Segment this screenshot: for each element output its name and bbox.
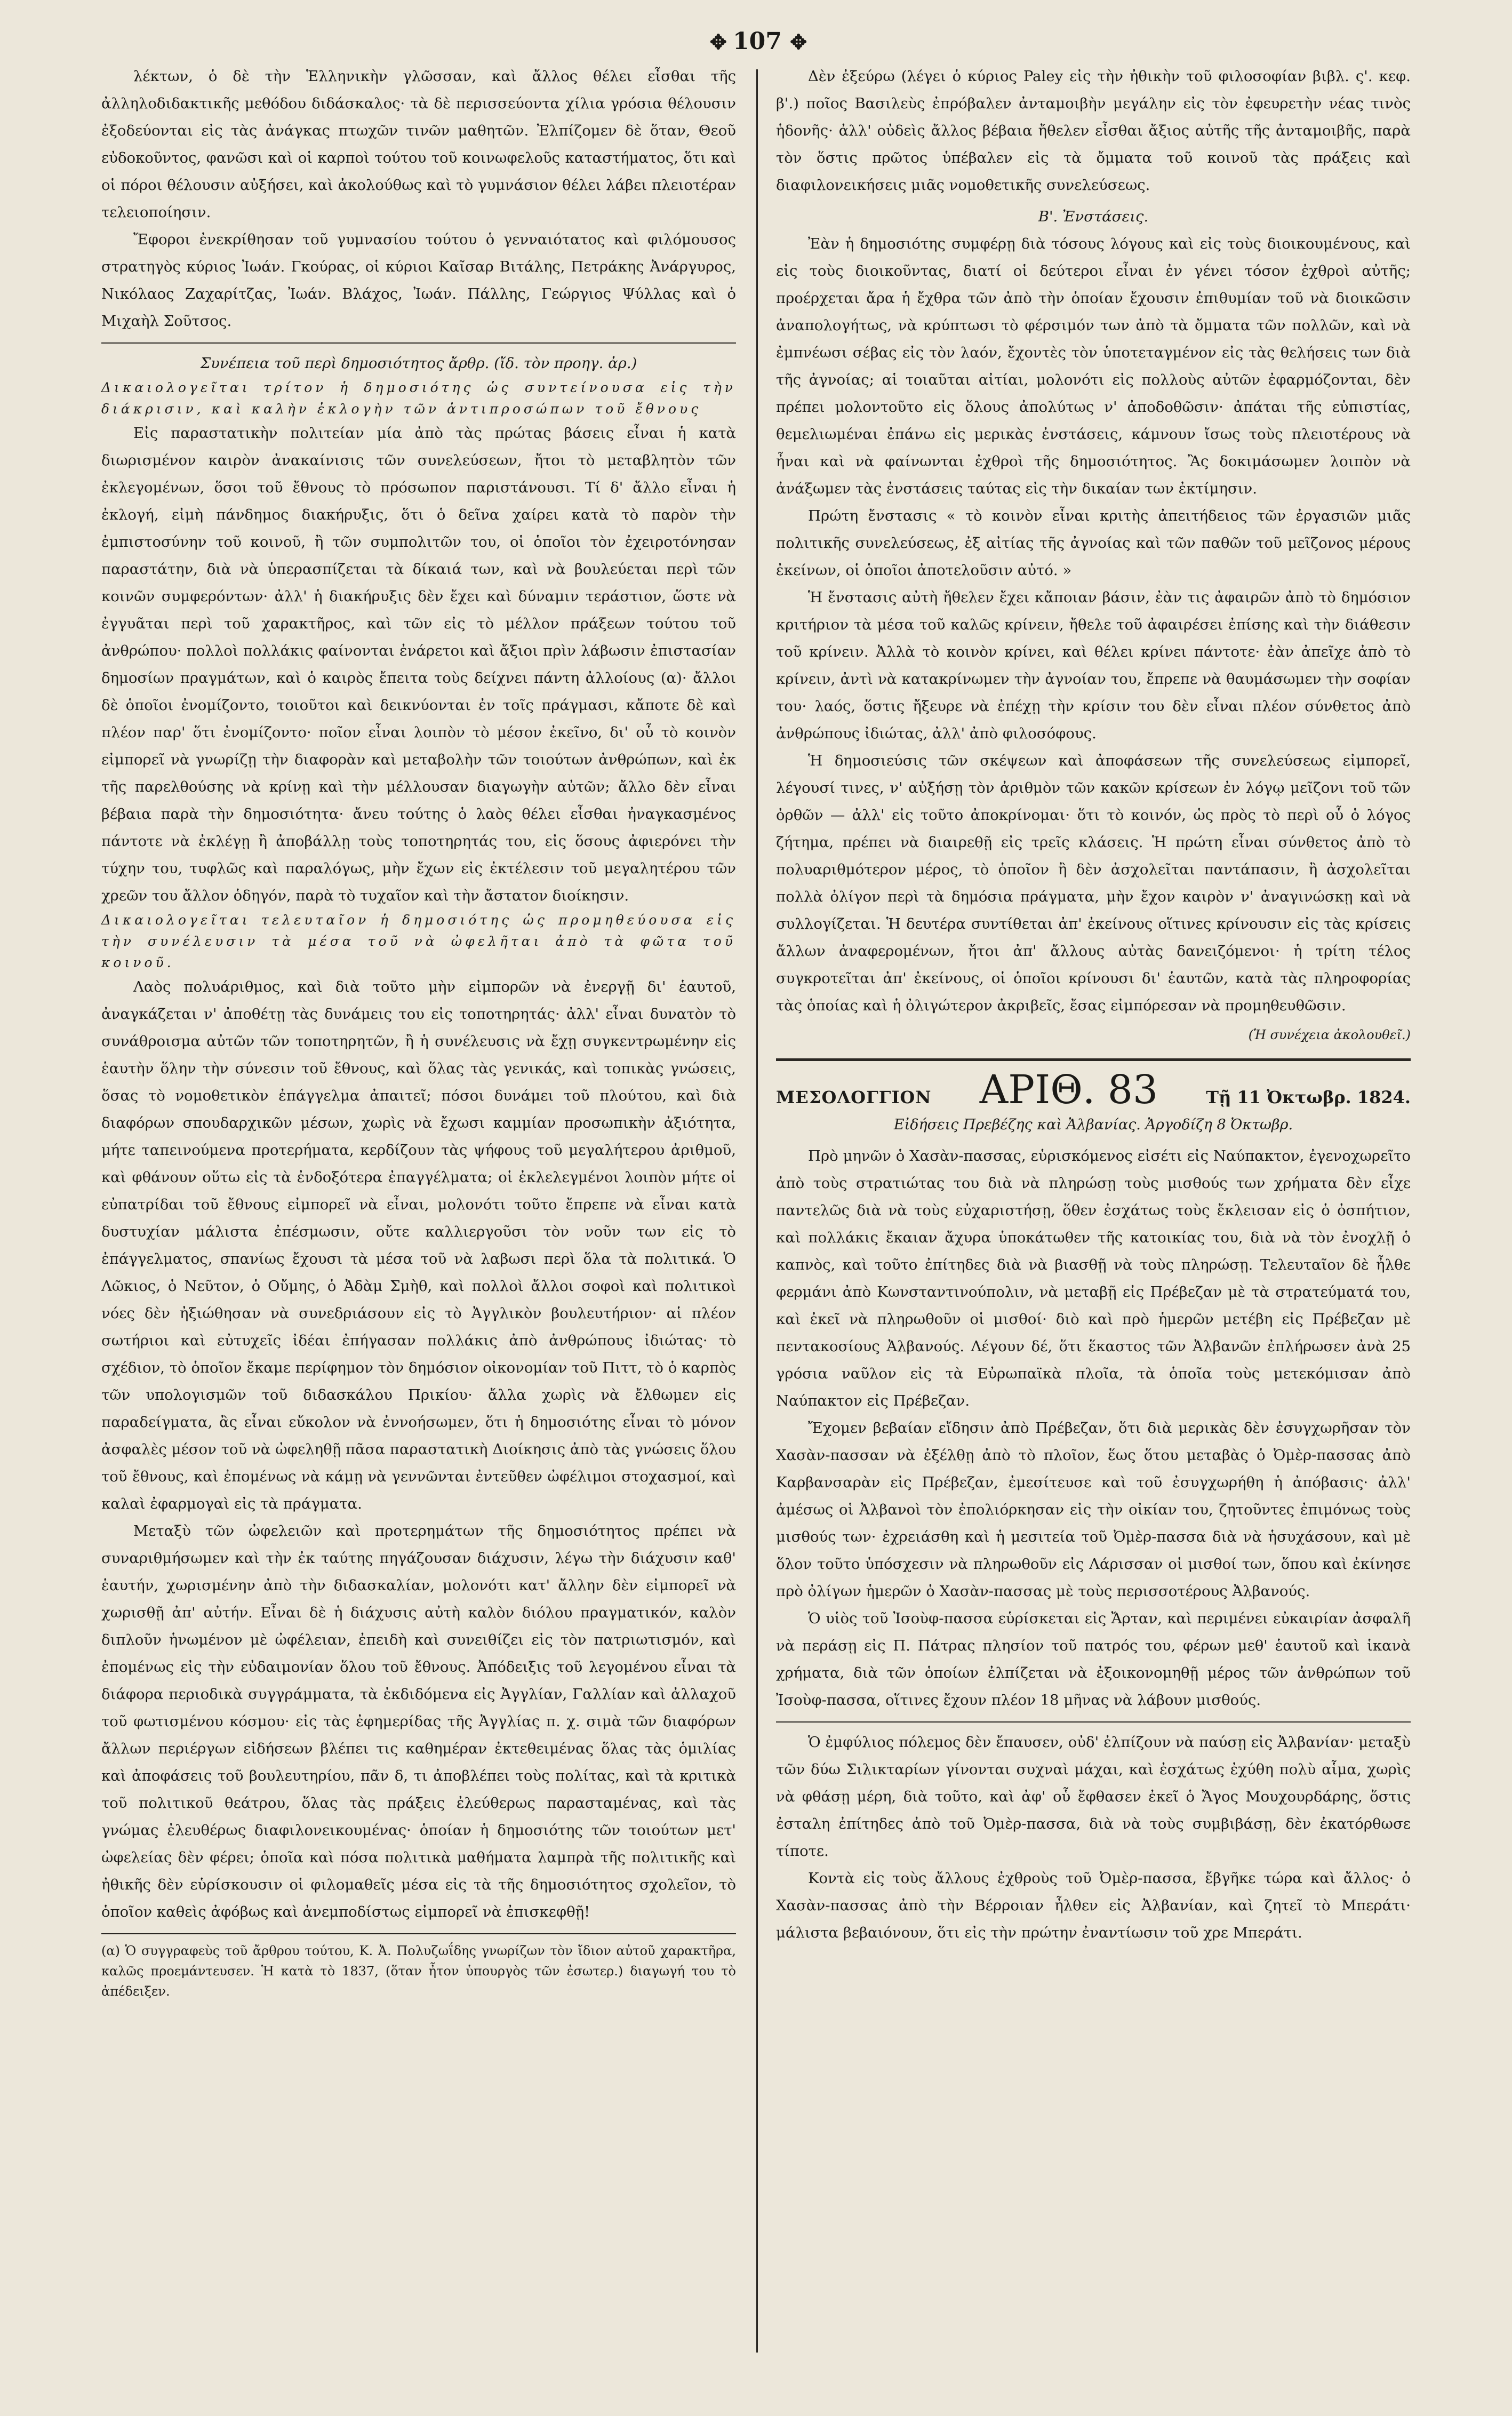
ornament-left-icon: ✥ <box>709 30 725 54</box>
masthead-place: ΜΕΣΟΛΟΓΓΙΟΝ <box>776 1087 932 1107</box>
spaced-heading: Δικαιολογεῖται τρίτον ἡ δημοσιότης ὡς συντείνουσα εἰς τὴν διάκρισιν, καὶ καλὴν ἐκλογὴν τῶν ἀντιπροσώπων τοῦ ἔθνους <box>101 380 736 417</box>
paragraph: Ἐὰν ἡ δημοσιότης συμφέρῃ διὰ τόσους λόγους καὶ εἰς τοὺς διοικουμένους, καὶ εἰς τοὺς διοικοῦντας, διατί οἱ δεύτεροι εἶναι ἐν γένει τόσον ἐχθροὶ αὐτῆς; προέρχεται ἄρα ἡ ἔχθρα τῶν ἀπὸ τὴν ὁποίαν ἔχουσιν ἐπιθυμίαν τοῦ νὰ διοικῶσιν ἀναπολογήτως, νὰ κρύπτωσι τὸ φέρσιμόν των ἀπὸ τὰ ὄμματα τῶν πολλῶν, καὶ νὰ ἐμπνέωσι σέβας εἰς τὸν λαόν, ἔχοντὲς τὸν ὑποτεταγμένον εἰς τὰς θελήσεις των διὰ τῆς ἀγνοίας; αἱ τοιαῦται αἰτίαι, μολονότι εἰς πολλοὺς αὐτῶν ἐφαρμόζονται, δὲν πρέπει μολοντοῦτο εἰς ὅλους ἀπολύτως ν' ἀποδοθῶσιν· ἀπάται τῆς εὐπιστίας, θεμελιωμέναι ἐπάνω εἰς μερικὰς ἐνστάσεις, κάμνουν ἴσως τοὺς πλειοτέρους νὰ ἦναι καὶ νὰ φαίνωνται ἐχθροὶ τῆς δημοσιότητος. Ἂς δοκιμάσωμεν λοιπὸν νὰ ἀνάξωμεν τὰς ἐνστάσεις ταύτας εἰς τὴν δικαίαν των ἐκτίμησιν. <box>776 235 1411 497</box>
paragraph: Δὲν ἐξεύρω (λέγει ὁ κύριος Paley εἰς τὴν ἠθικὴν τοῦ φιλοσοφίαν βιβλ. ς'. κεφ. β'.) ποῖος Βασιλεὺς ἐπρόβαλεν ἀνταμοιβὴν μεγάλην εἰς τὸν ἐφευρετὴν νέας τινὸς ἡδονῆς· ἀλλ' οὐδεὶς ἄλλος βέβαια ἤθελεν εἶσθαι ἄξιος αὐτῆς τῆς ἀνταμοιβῆς, παρὰ τὸν ὅστις πρῶτος ὑπέβαλεν εἰς τὰ ὄμματα τοῦ κοινοῦ τὰς πράξεις καὶ διαφιλονεικήσεις μιᾶς νομοθετικῆς συνελεύσεως. <box>776 68 1411 194</box>
paragraph: λέκτων, ὁ δὲ τὴν Ἑλληνικὴν γλῶσσαν, καὶ ἄλλος θέλει εἶσθαι τῆς ἀλληλοδιδακτικῆς μεθόδου διδάσκαλος· τὰ δὲ περισσεύοντα χίλια γρόσια θέλουσιν ἐξοδεύονται εἰς τὰς ἀνάγκας πτωχῶν τινῶν μαθητῶν. Ἐλπίζομεν δὲ ὅταν, Θεοῦ εὐδοκοῦντος, φανῶσι καὶ οἱ καρποὶ τούτου τοῦ κοινωφελοῦς καταστήματος, ὅτι καὶ οἱ πόροι θέλουσιν αὐξήσει, καὶ ἀκολούθως καὶ τὸ γυμνάσιον θέλει λάβει πλειοτέραν τελειοποίησιν. <box>101 68 736 221</box>
news-paragraph: Ὁ υἱὸς τοῦ Ἰσοὺφ-πασσα εὑρίσκεται εἰς Ἄρταν, καὶ περιμένει εὐκαιρίαν ἀσφαλῆ νὰ περάσῃ εἰς Π. Πάτρας πλησίον τοῦ πατρός του, φέρων μεθ' ἑαυτοῦ καὶ ἱκανὰ χρήματα, διὰ τῶν ὁποίων ἐλπίζεται νὰ ἐξοικονομηθῇ μέρος τῶν ἀνθρώπων τοῦ Ἰσοὺφ-πασσα, οἵτινες ἔχουν πλέον 18 μῆνας νὰ λάβουν μισθούς. <box>776 1610 1411 1709</box>
ornament-right-icon: ✥ <box>790 30 805 54</box>
section-rule <box>101 342 736 344</box>
masthead-number: ΑΡΙΘ. 83 <box>979 1067 1158 1113</box>
page-number <box>693 28 821 55</box>
footnote: (α) Ὁ συγγραφεὺς τοῦ ἄρθρου τούτου, Κ. Ἀ. Πολυζωΐδης γνωρίζων τὸν ἴδιον αὐτοῦ χαρακτῆρα, καλῶς προεμάντευσεν. Ἡ κατὰ τὸ 1837, (ὅταν ἦτον ὑπουργὸς τῶν ἐσωτερ.) διαγωγή του τὸ ἀπέδειξεν. <box>101 1943 736 1999</box>
news-paragraph: Ὁ ἐμφύλιος πόλεμος δὲν ἔπαυσεν, οὐδ' ἐλπίζουν νὰ παύσῃ εἰς Ἀλβανίαν· μεταξὺ τῶν δύω Σιλικταρίων γίνονται συχναὶ μάχαι, καὶ ἐσχάτως ἐχύθη πολὺ αἷμα, χωρὶς νὰ φθάσῃ μέρη, διὰ τοῦτο, καὶ ἀφ' οὗ ἔφθασεν ἐκεῖ ὁ Ἄγος Μουχουρδάρης, ὅστις ἐσταλη ἐπίτηδες ἀπὸ τοῦ Ὀμὲρ-πασσα, διὰ νὰ τοὺς συμβιβάσῃ, δὲν ἐκατόρθωσε τίποτε. <box>776 1734 1411 1860</box>
right-column <box>776 63 1411 1947</box>
section-heading: Β'. Ἐνστάσεις. <box>1038 208 1149 225</box>
left-column <box>101 63 736 2002</box>
footnote-rule <box>101 1933 736 1934</box>
masthead-date: Τῇ 11 Ὀκτωβρ. 1824. <box>1206 1087 1411 1107</box>
spaced-heading: Δικαιολογεῖται τελευταῖον ἡ δημοσιότης ὡς προμηθεύουσα εἰς τὴν συνέλευσιν τὰ μέσα τοῦ νὰ ὠφελῆται ἀπὸ τὰ φῶτα τοῦ κοινοῦ. <box>101 912 736 970</box>
paragraph: Μεταξὺ τῶν ὠφελειῶν καὶ προτερημάτων τῆς δημοσιότητος πρέπει νὰ συναριθμήσωμεν καὶ τὴν ἐκ ταύτης πηγάζουσαν διάχυσιν, λέγω τὴν διάχυσιν καθ' ἑαυτήν, χωρισμένην ἀπὸ τὴν διδασκαλίαν, μολονότι κατ' ἄλλην δὲν εἰμπορεῖ νὰ χωρισθῇ ἀπ' αὐτήν. Εἶναι δὲ ἡ διάχυσις αὐτὴ καλὸν διόλου πραγματικόν, καλὸν διπλοῦν ἡνωμένον μὲ ὠφέλειαν, ἐπειδὴ καὶ συνειθίζει εἰς τὸν πατριωτισμόν, καὶ ἐπομένως εἰς τὴν εὐδαιμονίαν ὅλου τοῦ ἔθνους. Ἀπόδειξις τοῦ λεγομένου εἶναι τὰ διάφορα περιοδικὰ συγγράμματα, τὰ ἐκδιδόμενα εἰς Ἀγγλίαν, Γαλλίαν καὶ ἀλλαχοῦ τοῦ φωτισμένου κόσμου· εἰς τὰς ἐφημερίδας τῆς Ἀγγλίας π. χ. σιμὰ τῶν διαφόρων ἄλλων περιέργων εἰδήσεων βλέπει τις καθημέραν ἐκτεθειμένας ὅλας τὰς ὁμιλίας καὶ ἀποφάσεις τοῦ βουλευτηρίου, πᾶν δ, τι ἀποβλέπει τοὺς πολίτας, καὶ τὰ κριτικὰ τοῦ πολιτικοῦ θεάτρου, ὅλας τὰς πράξεις ἐλεύθερως παρασταμένας, καὶ τὰς γνώμας ἐλευθέρως διαφιλονεικουμένας· ὁποίαν ἡ δημοσιότης τῶν τοιούτων μετ' ὠφελείας δὲν φέρει; ὁποῖα καὶ πόσα πολιτικὰ μαθήματα λαμπρὰ τῆς πολιτικῆς καὶ ἠθικῆς δὲν εὑρίσκουσιν οἱ φιλομαθεῖς μέσα εἰς τὰ τῆς δημοσιότητος σχολεῖον, τὸ ὁποῖον καθεὶς ἀφόβως καὶ ἀνεμποδίστως εἰμπορεῖ νὰ ἐπισκεφθῇ! <box>101 1522 736 1920</box>
column-divider <box>756 69 758 2353</box>
news-paragraph: Πρὸ μηνῶν ὁ Χασὰν-πασσας, εὑρισκόμενος εἰσέτι εἰς Ναύπακτον, ἐγενοχωρεῖτο ἀπὸ τοὺς στρατιώτας του διὰ νὰ πληρώσῃ τοὺς μισθούς των χρήματα δὲν εἶχε παντελῶς διὰ νὰ τοὺς εὐχαριστήσῃ, ὅθεν ἐσχάτως τοὺς ἔκλεισαν εἰς ὁ ὀσπήτιον, καὶ πολλάκις ἔκαιαν ἄχυρα ὑποκάτωθεν τῆς κατοικίας του, διὰ νὰ τὸν ἐνοχλῇ ὁ καπνὸς, καὶ τοῦτο ἐπίτηδες διὰ νὰ βιασθῇ νὰ τοὺς πληρώσῃ. Τελευταῖον δὲ ἦλθε φερμάνι ἀπὸ Κωνσταντινούπολιν, νὰ μεταβῇ εἰς Πρέβεζαν μὲ τὰ στρατεύματά του, καὶ ἐκεῖ νὰ πληρωθοῦν οἱ μισθοί· διὸ καὶ πρὸ ἡμερῶν μετέβη εἰς Πρέβεζαν μὲ πεντακοσίους Ἀλβανούς. Λέγουν δέ, ὅτι ἕκαστος τῶν Ἀλβανῶν ἐπλήρωσεν ἀνὰ 25 γρόσια ναῦλον εἰς τὰ Εὐρωπαϊκὰ πλοῖα, τὰ ὁποῖα τοὺς μετεκόμισαν ἀπὸ Ναύπακτον εἰς Πρέβεζαν. <box>776 1147 1411 1409</box>
news-heading: Εἰδήσεις Πρεβέζης καὶ Ἀλβανίας. Ἀργοδίζη 8 Ὀκτωβρ. <box>893 1117 1293 1133</box>
paragraph: Ἡ δημοσιεύσις τῶν σκέψεων καὶ ἀποφάσεων τῆς συνελεύσεως εἰμπορεῖ, λέγουσί τινες, ν' αὐξήσῃ τὸν ἀριθμὸν τῶν κακῶν κρίσεων ἐν λόγῳ μεῖζονι τοῦ τῶν ὀρθῶν — ἀλλ' εἰς τοῦτο ἀποκρίνομαι· ὅτι τὸ κοινόν, ὡς πρὸς τὸ περὶ οὗ ὁ λόγος ζήτημα, πρέπει νὰ διαιρεθῇ εἰς τρεῖς κλάσεις. Ἡ πρώτη εἶναι σύνθετος ἀπὸ τὸ πολυαριθμότερον μέρος, τὸ ὁποῖον ἢ δὲν ἀσχολεῖται παντάπασιν, ἢ ἀσχολεῖται πολλὰ ὀλίγον περὶ τὰ δημόσια πράγματα, μὴν ἔχον καιρὸν ν' ἀναγινώσκῃ καὶ νὰ συλλογίζεται. Ἡ δευτέρα συντίθεται ἀπ' ἐκείνους οἵτινες κρίνουσιν εἰς τὰς κρίσεις ἄλλων ἀναφερομένων, ἤτοι ἀπ' ἄλλους αὐτὰς δανειζόμενοι· ἡ τρίτη τέλος συγκροτεῖται ἀπ' ἐκείνους, οἱ ὁποῖοι κρίνουσι δι' ἑαυτῶν, κατὰ τὰς πληροφορίας τὰς ὁποίας καὶ ἡ ὀλιγώτερον ἀκριβεῖς, ἔσας εἰμπόρεσαν νὰ προμηθευθῶσιν. <box>776 752 1411 1014</box>
news-paragraph: Κοντὰ εἰς τοὺς ἄλλους ἐχθροὺς τοῦ Ὀμὲρ-πασσα, ἔβγῆκε τώρα καὶ ἄλλος· ὁ Χασὰν-πασσας ἀπὸ τὴν Βέρροιαν ἦλθεν εἰς Ἀλβανίαν, καὶ ζητεῖ τὸ Μπεράτι· μάλιστα βεβαιόνουν, ὅτι εἰς τὴν πρώτην ἐναντίωσιν τοῦ χρε Μπεράτι. <box>776 1870 1411 1941</box>
masthead-rule <box>776 1058 1411 1061</box>
paragraph: Λαὸς πολυάριθμος, καὶ διὰ τοῦτο μὴν εἰμπορῶν νὰ ἐνεργῇ δι' ἑαυτοῦ, ἀναγκάζεται ν' ἀποθέτῃ τὰς δυνάμεις του εἰς τοποτηρητάς· ἀλλ' εἶναι δυνατὸν τὸ συνάθροισμα αὐτῶν τῶν τοποτηρητῶν, ἢ ἡ συνέλευσις νὰ ἔχῃ συγκεντρωμένην εἰς ἑαυτὴν ὅλην τὴν σύνεσιν τοῦ ἔθνους, καὶ ὅλας τὰς γενικάς, καὶ τοπικὰς γνώσεις, ὅσας τὸ νομοθετικὸν ἐπάγγελμα ἀπαιτεῖ; πόσοι δυνάμει τοῦ πλούτου, καὶ διὰ διαφόρων σπουδαρχικῶν μέσων, χωρὶς νὰ ἔχωσι καμμίαν προσωπικὴν ἀξιότητα, μήτε ταπεινούμενα προτερήματα, κερδίζουν τὰς ψήφους τοῦ μεγαλήτερου ἀριθμοῦ, καὶ φθάνουν οὕτω εἰς τὰ ἐνδοξότερα ἐπαγγέλματα; οἱ ἐκλελεγμένοι λοιπὸν μήτε οἱ εὐπατρίδαι τοῦ ἔθνους εἰμπορεῖ νὰ εἶναι, μολονότι τοῦτο ἔπρεπε νὰ εἶναι κατὰ δυστυχίαν μάλιστα ἐπέσμωσιν, οὔτε καλλιεργοῦσι τὸν νοῦν των εἰς τὸ ἐπάγγελματος, σπανίως ἔχουσι τὰ μέσα τοῦ νὰ λαβωσι περὶ ὅλα τὰ πολιτικά. Ὁ Λῶκιος, ὁ Νεῦτον, ὁ Οὔμης, ὁ Ἀδὰμ Σμὴθ, καὶ πολλοὶ ἄλλοι σοφοὶ καὶ πολιτικοὶ νόες δὲν ἠξιώθησαν νὰ συνεδριάσουν εἰς τὸ Ἀγγλικὸν βουλευτήριον· αἱ πλέον σωτήριοι καὶ εὐτυχεῖς ἰδέαι ἐπήγασαν πολλάκις ἀπὸ ἀνθρώπους ἰδιώτας· τὸ σχέδιον, τὸ ὁποῖον ἔκαμε περίφημον τὸν δημόσιον οἰκονομίαν τοῦ Πιττ, τὸ ὁ καρπὸς τῶν υπολογισμῶν τοῦ διδασκάλου Πρικίου· ἄλλα χωρὶς νὰ ἔλθωμεν εἰς παραδείγματα, ἂς εἶναι εὔκολον νὰ ἐννοήσωμεν, ὅτι ἡ δημοσιότης εἶναι τὸ μόνον ἀσφαλὲς μέσον τοῦ νὰ ὠφεληθῇ πᾶσα παραστατικὴ Διοίκησις ἀπὸ τὰς γνώσεις ὅλου τοῦ ἔθνους, καὶ ἐπομένως νὰ κάμῃ νὰ γεννῶνται ἐντεῦθεν ὠφέλιμοι στοχασμοί, καὶ καλαὶ ἐφαρμογαὶ εἰς τὰ πράγματα. <box>101 978 736 1512</box>
news-rule <box>776 1721 1411 1723</box>
paragraph: Πρώτη ἔνστασις « τὸ κοινὸν εἶναι κριτὴς ἀπειτήδειος τῶν ἐργασιῶν μιᾶς πολιτικῆς συνελεύσεως, ἐξ αἰτίας τῆς ἀγνοίας καὶ τῶν παθῶν τοῦ μεῖζονος μέρους ἐκείνων, οἱ ὁποῖοι ἀποτελοῦσιν αὐτό. » <box>776 507 1411 579</box>
paragraph: Ἔφοροι ἐνεκρίθησαν τοῦ γυμνασίου τούτου ὁ γενναιότατος καὶ φιλόμουσος στρατηγὸς κύριος Ἰωάν. Γκούρας, οἱ κύριοι Καῖσαρ Βιτάλης, Πετράκης Ἀνάργυρος, Νικόλαος Ζαχαρίτζας, Ἰωάν. Βλάχος, Ἰωάν. Πάλλης, Γεώργιος Ψύλλας καὶ ὁ Μιχαὴλ Σοῦτσος. <box>101 231 736 330</box>
continued-note: (Ἡ συνέχεια ἀκολουθεῖ.) <box>1248 1027 1411 1042</box>
news-paragraph: Ἔχομεν βεβαίαν εἴδησιν ἀπὸ Πρέβεζαν, ὅτι διὰ μερικὰς δὲν ἐσυγχωρῆσαν τὸν Χασὰν-πασσαν νὰ ἐξέλθῃ ἀπὸ τὸ πλοῖον, ἕως ὅτου μεταβὰς ὁ Ὀμὲρ-πασσας ἀπὸ Καρβανσαρὰν εἰς Πρέβεζαν, ἐμεσίτευσε καὶ τοῦ ἐσυγχωρήθη ἡ ἀπόβασις· ἀλλ' ἀμέσως οἱ Ἀλβανοὶ τὸν ἐπολιόρκησαν εἰς τὴν οἰκίαν του, ζητοῦντες ἐπιμόνως τοὺς μισθούς των· ἐχρειάσθη καὶ ἡ μεσιτεία τοῦ Ὀμὲρ-πασσα διὰ νὰ ἡσυχάσουν, καὶ μὲ ὅλον τοῦτο ὑπόσχεσιν νὰ πληρωθοῦν εἰς Λάρισσαν οἱ μισθοί των, ὅπου καὶ ἐκίνησε πρὸ ὀλίγων ἡμερῶν ὁ Χασὰν-πασσας μὲ τοὺς περισσοτέρους Ἀλβανούς. <box>776 1420 1411 1600</box>
paragraph: Εἰς παραστατικὴν πολιτείαν μία ἀπὸ τὰς πρώτας βάσεις εἶναι ἡ κατὰ διωρισμένον καιρὸν ἀνακαίνισις τῶν συνελεύσεων, ἤτοι τὸ μεταβλητὸν τῶν ἐκλεγομένων, ὅσοι τοῦ ἔθνους τὸ πρόσωπον παριστάνουσι. Τί δ' ἄλλο εἶναι ἡ ἐκλογή, εἰμὴ πάνδημος διακήρυξις, ὅτι ὁ δεῖνα χαίρει κατὰ τὸ παρὸν τὴν ἐμπιστοσύνην τοῦ κοινοῦ, ἢ τῶν συμπολιτῶν του, οἱ ὁποῖοι τὸν ἐχειροτόνησαν παραστάτην, διὰ νὰ ὑπερασπίζεται τὰ δίκαιά των, καὶ νὰ βουλεύεται περὶ τῶν κοινῶν συμφερόντων· ἀλλ' ἡ διακήρυξις δὲν ἔχει καὶ δύναμιν τεράστιον, ὥστε νὰ ἐγγυᾶται περὶ τοῦ χαρακτῆρος, καὶ τῶν εἰς τὸ μέλλον πράξεων τούτου τοῦ ἀνθρώπου· πολλοὶ πολλάκις φαίνονται ἐνάρετοι καὶ ἄξιοι πρὶν λάβωσιν ἐπιστασίαν δημοσίων πραγμάτων, καὶ ὁ καιρὸς ἔπειτα τοὺς δείχνει πάντη ἀλλοίους (α)· ἄλλοι δὲ ὁποῖοι ἐνομίζοντο, τοιοῦτοι καὶ δεικνύονται ἐν τοῖς πράγμασι, κἄποτε δὲ καὶ πλέον παρ' ὅτι ἐνομίζοντο· ποῖον εἶναι λοιπὸν τὸ μέσον ἐκεῖνο, δι' οὗ τὸ κοινὸν εἰμπορεῖ νὰ γνωρίζῃ τὴν διαφορὰν καὶ μεταβολὴν τῶν τοιούτων ἀνθρώπων, καὶ ἐκ τῆς παρελθούσης νὰ κρίνῃ καὶ τὴν μέλλουσαν διαγωγὴν αὐτῶν; ἄλλο δὲν εἶναι βέβαια παρὰ τὴν δημοσιότητα· ἄνευ τούτης ὁ λαὸς θέλει εἶσθαι ἠναγκασμένος πάντοτε νὰ ἐκλέγῃ ἢ ἀποβάλλῃ τοὺς τοποτηρητάς του, εἰς ὅσους ἀφιερόνει τὴν τύχην του, τυφλῶς καὶ παραλόγως, μὴν ἔχων εἰς ἐκτέλεσιν τοῦ μεγαλητέρου τῶν χρεῶν του ἄλλον ὁδηγόν, παρὰ τὸ τυχαῖον καὶ τὴν ἄστατον διοίκησιν. <box>101 425 736 904</box>
paragraph: Ἡ ἔνστασις αὐτὴ ἤθελεν ἔχει κἄποιαν βάσιν, ἐὰν τις ἀφαιρῶν ἀπὸ τὸ δημόσιον κριτήριον τὰ μέσα τοῦ καλῶς κρίνειν, ἤθελε τοῦ ἀφαιρέσει ἐπίσης καὶ τὴν διάθεσιν τοῦ κρίνειν. Ἀλλὰ τὸ κοινὸν κρίνει, καὶ θέλει κρίνει πάντοτε· ἐὰν ἀπεῖχε ἀπὸ τὸ κρίνειν, ἀντὶ νὰ κατακρίνωμεν τὴν ἀγνοίαν του, ἔπρεπε νὰ θαυμάσωμεν τὴν σοφίαν του· λαός, ὅστις ἤξευρε νὰ ἐπέχῃ τὴν κρίσιν του δὲν εἶναι πλέον σύνθετος ἀπὸ ἀνθρώπους ἰδιώτας, ἀλλ' ἀπὸ φιλοσόφους. <box>776 589 1411 742</box>
section-heading: Συνέπεια τοῦ περὶ δημοσιότητος ἄρθρ. (ἴδ. τὸν προηγ. ἀρ.) <box>200 355 637 372</box>
issue-masthead <box>776 1069 1411 1111</box>
page-number-text: 107 <box>733 28 782 55</box>
